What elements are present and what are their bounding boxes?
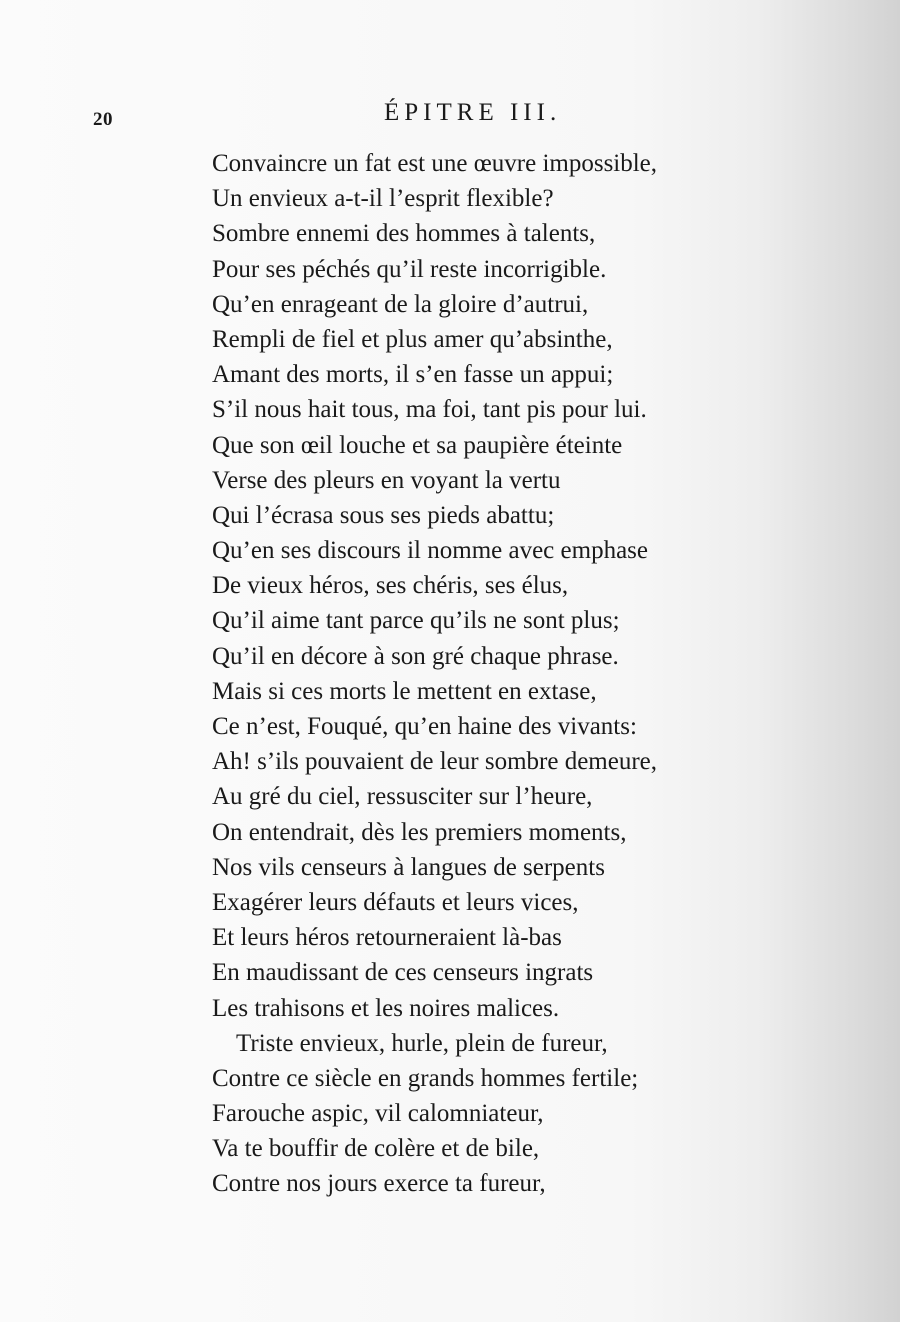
verse-line: Farouche aspic, vil calomniateur, xyxy=(212,1100,544,1128)
verse-line: Convaincre un fat est une œuvre impossible, xyxy=(212,150,658,177)
verse-line: Va te bouffir de colère et de bile, xyxy=(212,1135,540,1163)
verse-line: Sombre ennemi des hommes à talents, xyxy=(212,220,596,248)
verse-line: Un envieux a-t-il l’esprit flexible? xyxy=(212,185,554,213)
verse-line: On entendrait, dès les premiers moments, xyxy=(212,818,627,846)
poem-body xyxy=(212,146,752,1202)
verse-line: Au gré du ciel, ressusciter sur l’heure, xyxy=(212,783,593,811)
verse-line: Contre ce siècle en grands hommes fertile; xyxy=(212,1064,639,1092)
verse-line: Et leurs héros retourneraient là-bas xyxy=(212,924,562,952)
verse-line: Ce n’est, Fouqué, qu’en haine des vivants: xyxy=(212,713,637,740)
verse-line: Qu’en ses discours il nomme avec emphase xyxy=(212,537,648,565)
verse-line: S’il nous hait tous, ma foi, tant pis pour lui. xyxy=(212,396,647,424)
verse-line: Mais si ces morts le mettent en extase, xyxy=(212,677,597,705)
verse-line: En maudissant de ces censeurs ingrats xyxy=(212,959,594,987)
verse-line: Que son œil louche et sa paupière éteinte xyxy=(212,431,623,459)
verse-line: Ah! s’ils pouvaient de leur sombre demeure, xyxy=(212,748,658,776)
verse-line: Qu’il aime tant parce qu’ils ne sont plus; xyxy=(212,607,620,635)
verse-line: Contre nos jours exerce ta fureur, xyxy=(212,1170,546,1198)
verse-line: Triste envieux, hurle, plein de fureur, xyxy=(236,1029,608,1057)
page-number: 20 xyxy=(93,109,113,130)
verse-line: Qu’en enrageant de la gloire d’autrui, xyxy=(212,290,589,318)
verse-line: Verse des pleurs en voyant la vertu xyxy=(212,466,561,494)
verse-line: Rempli de fiel et plus amer qu’absinthe, xyxy=(212,325,613,353)
running-title: ÉPITRE III. xyxy=(384,99,562,126)
verse-line: Qu’il en décore à son gré chaque phrase. xyxy=(212,642,619,670)
verse-line: De vieux héros, ses chéris, ses élus, xyxy=(212,572,569,600)
verse-line: Qui l’écrasa sous ses pieds abattu; xyxy=(212,501,555,529)
verse-line: Les trahisons et les noires malices. xyxy=(212,994,560,1022)
verse-line: Exagérer leurs défauts et leurs vices, xyxy=(212,888,579,916)
verse-line: Pour ses péchés qu’il reste incorrigible. xyxy=(212,255,607,283)
verse-line: Amant des morts, il s’en fasse un appui; xyxy=(212,361,614,389)
verse-line: Nos vils censeurs à langues de serpents xyxy=(212,853,605,881)
